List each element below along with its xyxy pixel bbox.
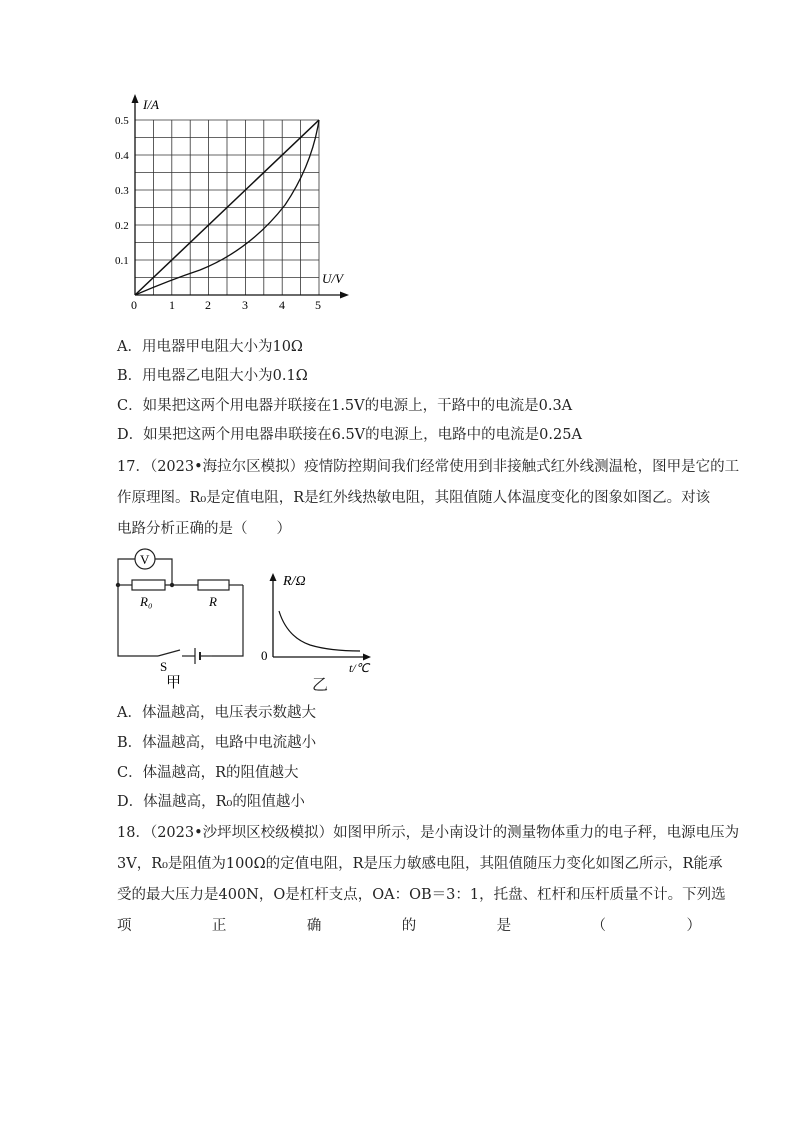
origin-label: 0 — [261, 648, 268, 663]
y-axis-label: I/A — [143, 97, 159, 112]
iu-graph — [100, 90, 360, 310]
circuit-diagram — [110, 545, 255, 690]
voltmeter-label: V — [140, 552, 150, 567]
x-tick-label: 3 — [242, 298, 248, 310]
option-d: D．体温越高，R₀的阻值越小 — [117, 794, 305, 810]
y-axis-arrow — [270, 573, 277, 581]
question-stem-line: 作原理图。R₀是定值电阻，R是红外线热敏电阻，其阻值随人体温度变化的图象如图乙。对该 — [117, 490, 711, 506]
question-stem-line: 18．（2023•沙坪坝区校级模拟）如图甲所示，是小南设计的测量物体重力的电子秤，电源电压为 — [117, 825, 740, 841]
decay-curve — [279, 611, 360, 651]
char: 确 — [306, 918, 322, 934]
x-axis-arrow — [340, 292, 349, 299]
y-axis-label: R/Ω — [283, 574, 306, 589]
switch-label: S — [160, 659, 168, 674]
figure-caption-yi-text: 乙 — [312, 675, 329, 694]
question-stem-line: 受的最大压力是400N，O是杠杆支点，OA：OB＝3：1，托盘、杠杆和压杆质量不计。下列选 — [117, 887, 726, 903]
y-tick-label: 0.4 — [115, 150, 129, 162]
option-a: A．体温越高，电压表示数越大 — [117, 705, 316, 721]
y-tick-label: 0.5 — [115, 115, 129, 127]
r-t-graph — [255, 565, 385, 680]
junction-dot — [116, 583, 120, 587]
x-axis-label: U/V — [322, 271, 343, 286]
char: （ — [591, 918, 607, 934]
x-tick-label: 2 — [205, 298, 211, 310]
char: 正 — [211, 918, 227, 934]
char: 的 — [401, 918, 417, 934]
option-a: A．用电器甲电阻大小为10Ω — [117, 339, 303, 355]
origin-label: 0 — [131, 298, 137, 310]
x-axis-arrow — [363, 654, 371, 661]
question-stem-justified-line — [117, 916, 701, 936]
question-stem-line: 17．（2023•海拉尔区模拟）疫情防控期间我们经常使用到非接触式红外线测温枪，图甲是它的工 — [117, 459, 740, 475]
char: 是 — [496, 918, 512, 934]
option-c: C．如果把这两个用电器并联接在1.5V的电源上，干路中的电流是0.3A — [117, 398, 573, 414]
r-label: R — [209, 594, 217, 609]
char: ） — [686, 918, 701, 934]
question-stem-line: 3V，R₀是阻值为100Ω的定值电阻，R是压力敏感电阻，其阻值随压力变化如图乙所示，R能承 — [117, 856, 723, 872]
option-b: B．体温越高，电路中电流越小 — [117, 735, 317, 751]
char: 项 — [117, 918, 132, 934]
x-tick-label: 4 — [279, 298, 285, 310]
r0-label: R₀ — [140, 594, 153, 609]
option-d: D．如果把这两个用电器串联接在6.5V的电源上，电路中的电流是0.25A — [117, 427, 582, 443]
y-axis-arrow — [132, 94, 139, 103]
resistor-r0 — [132, 580, 165, 590]
x-tick-label: 5 — [315, 298, 321, 310]
y-tick-label: 0.1 — [115, 255, 129, 267]
question-stem-line: 电路分析正确的是（ ） — [117, 521, 291, 537]
x-tick-label: 1 — [169, 298, 175, 310]
option-b: B．用电器乙电阻大小为0.1Ω — [117, 368, 308, 384]
switch-lever — [158, 650, 180, 656]
y-tick-label: 0.3 — [115, 185, 129, 197]
y-tick-label: 0.2 — [115, 220, 129, 232]
x-axis-label: t/℃ — [349, 661, 370, 675]
option-c: C．体温越高，R的阻值越大 — [117, 765, 299, 781]
resistor-r — [198, 580, 229, 590]
junction-dot — [170, 583, 174, 587]
figure-caption-jia: 甲 — [166, 675, 182, 690]
